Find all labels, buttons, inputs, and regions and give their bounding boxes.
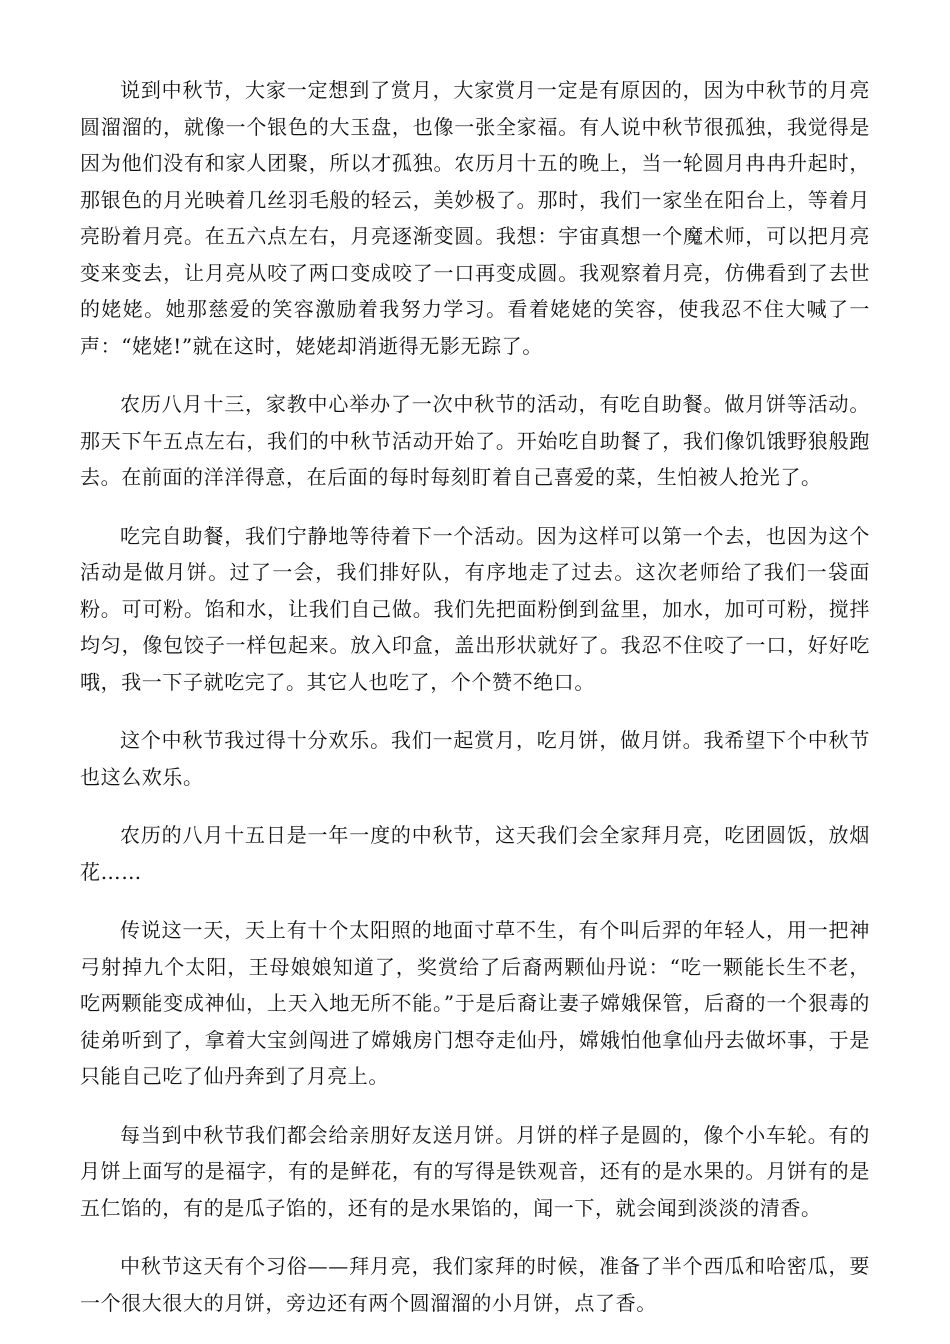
paragraph-tutoring-center-event: 农历八月十三，家教中心举办了一次中秋节的活动，有吃自助餐。做月饼等活动。那天下午五点左右，我们的中秋节活动开始了。开始吃自助餐了，我们像饥饿野狼般跑去。在前面的洋洋得意，在后面的每时每刻盯着自己喜爱的菜，生怕被人抢光了。 — [80, 392, 870, 489]
paragraph-mooncake-gifts: 每当到中秋节我们都会给亲朋好友送月饼。月饼的样子是圆的，像个小车轮。有的月饼上面写的是福字，有的是鲜花，有的写得是铁观音，还有的是水果的。月饼有的是五仁馅的，有的是瓜子馅的，还有的是水果馅的，闻一下，就会闻到淡淡的清香。 — [80, 1122, 870, 1220]
paragraph-making-mooncakes: 吃完自助餐，我们宁静地等待着下一个活动。因为这样可以第一个去，也因为这个活动是做月饼。过了一会，我们排好队，有序地走了过去。这次老师给了我们一袋面粉。可可粉。馅和水，让我们自己做。我们先把面粉倒到盆里，加水，加可可粉，搅拌均匀，像包饺子一样包起来。放入印盒，盖出形状就好了。我忍不住咬了一口，好好吃哦，我一下子就吃完了。其它人也吃了，个个赞不绝口。 — [80, 523, 870, 694]
paragraph-mid-autumn-moon: 说到中秋节，大家一定想到了赏月，大家赏月一定是有原因的，因为中秋节的月亮圆溜溜的，就像一个银色的大玉盘，也像一张全家福。有人说中秋节很孤独，我觉得是因为他们没有和家人团聚，所以才孤独。农历月十五的晚上，当一轮圆月冉冉升起时，那银色的月光映着几丝羽毛般的轻云，美妙极了。那时，我们一家坐在阳台上，等着月亮盼着月亮。在五六点左右，月亮逐渐变圆。我想：宇宙真想一个魔术师，可以把月亮变来变去，让月亮从咬了两口变成咬了一口再变成圆。我观察着月亮，仿佛看到了去世的姥姥。她那慈爱的笑容激励着我努力学习。看着姥姥的笑容，使我忍不住大喊了一声：“姥姥!”就在这时，姥姥却消逝得无影无踪了。 — [80, 78, 870, 358]
paragraph-moon-worship-custom: 中秋节这天有个习俗——拜月亮，我们家拜的时候，准备了半个西瓜和哈密瓜，要一个很大很大的月饼，旁边还有两个圆溜溜的小月饼，点了香。 — [80, 1254, 870, 1315]
paragraph-chang-e-legend: 传说这一天，天上有十个太阳照的地面寸草不生，有个叫后羿的年轻人，用一把神弓射掉九个太阳，王母娘娘知道了，奖赏给了后裔两颗仙丹说：“吃一颗能长生不老，吃两颗能变成神仙，上天入地无所不能。”于是后裔让妻子嫦娥保管，后裔的一个狠毒的徒弟听到了，拿着大宝剑闯进了嫦娥房门想夺走仙丹，嫦娥怕他拿仙丹去做坏事，于是只能自己吃了仙丹奔到了月亮上。 — [80, 918, 870, 1088]
document-page — [80, 72, 870, 1343]
paragraph-happy-festival: 这个中秋节我过得十分欢乐。我们一起赏月，吃月饼，做月饼。我希望下个中秋节也这么欢乐。 — [80, 728, 870, 789]
paragraph-family-traditions: 农历的八月十五日是一年一度的中秋节，这天我们会全家拜月亮，吃团圆饭，放烟花…… — [80, 823, 870, 884]
